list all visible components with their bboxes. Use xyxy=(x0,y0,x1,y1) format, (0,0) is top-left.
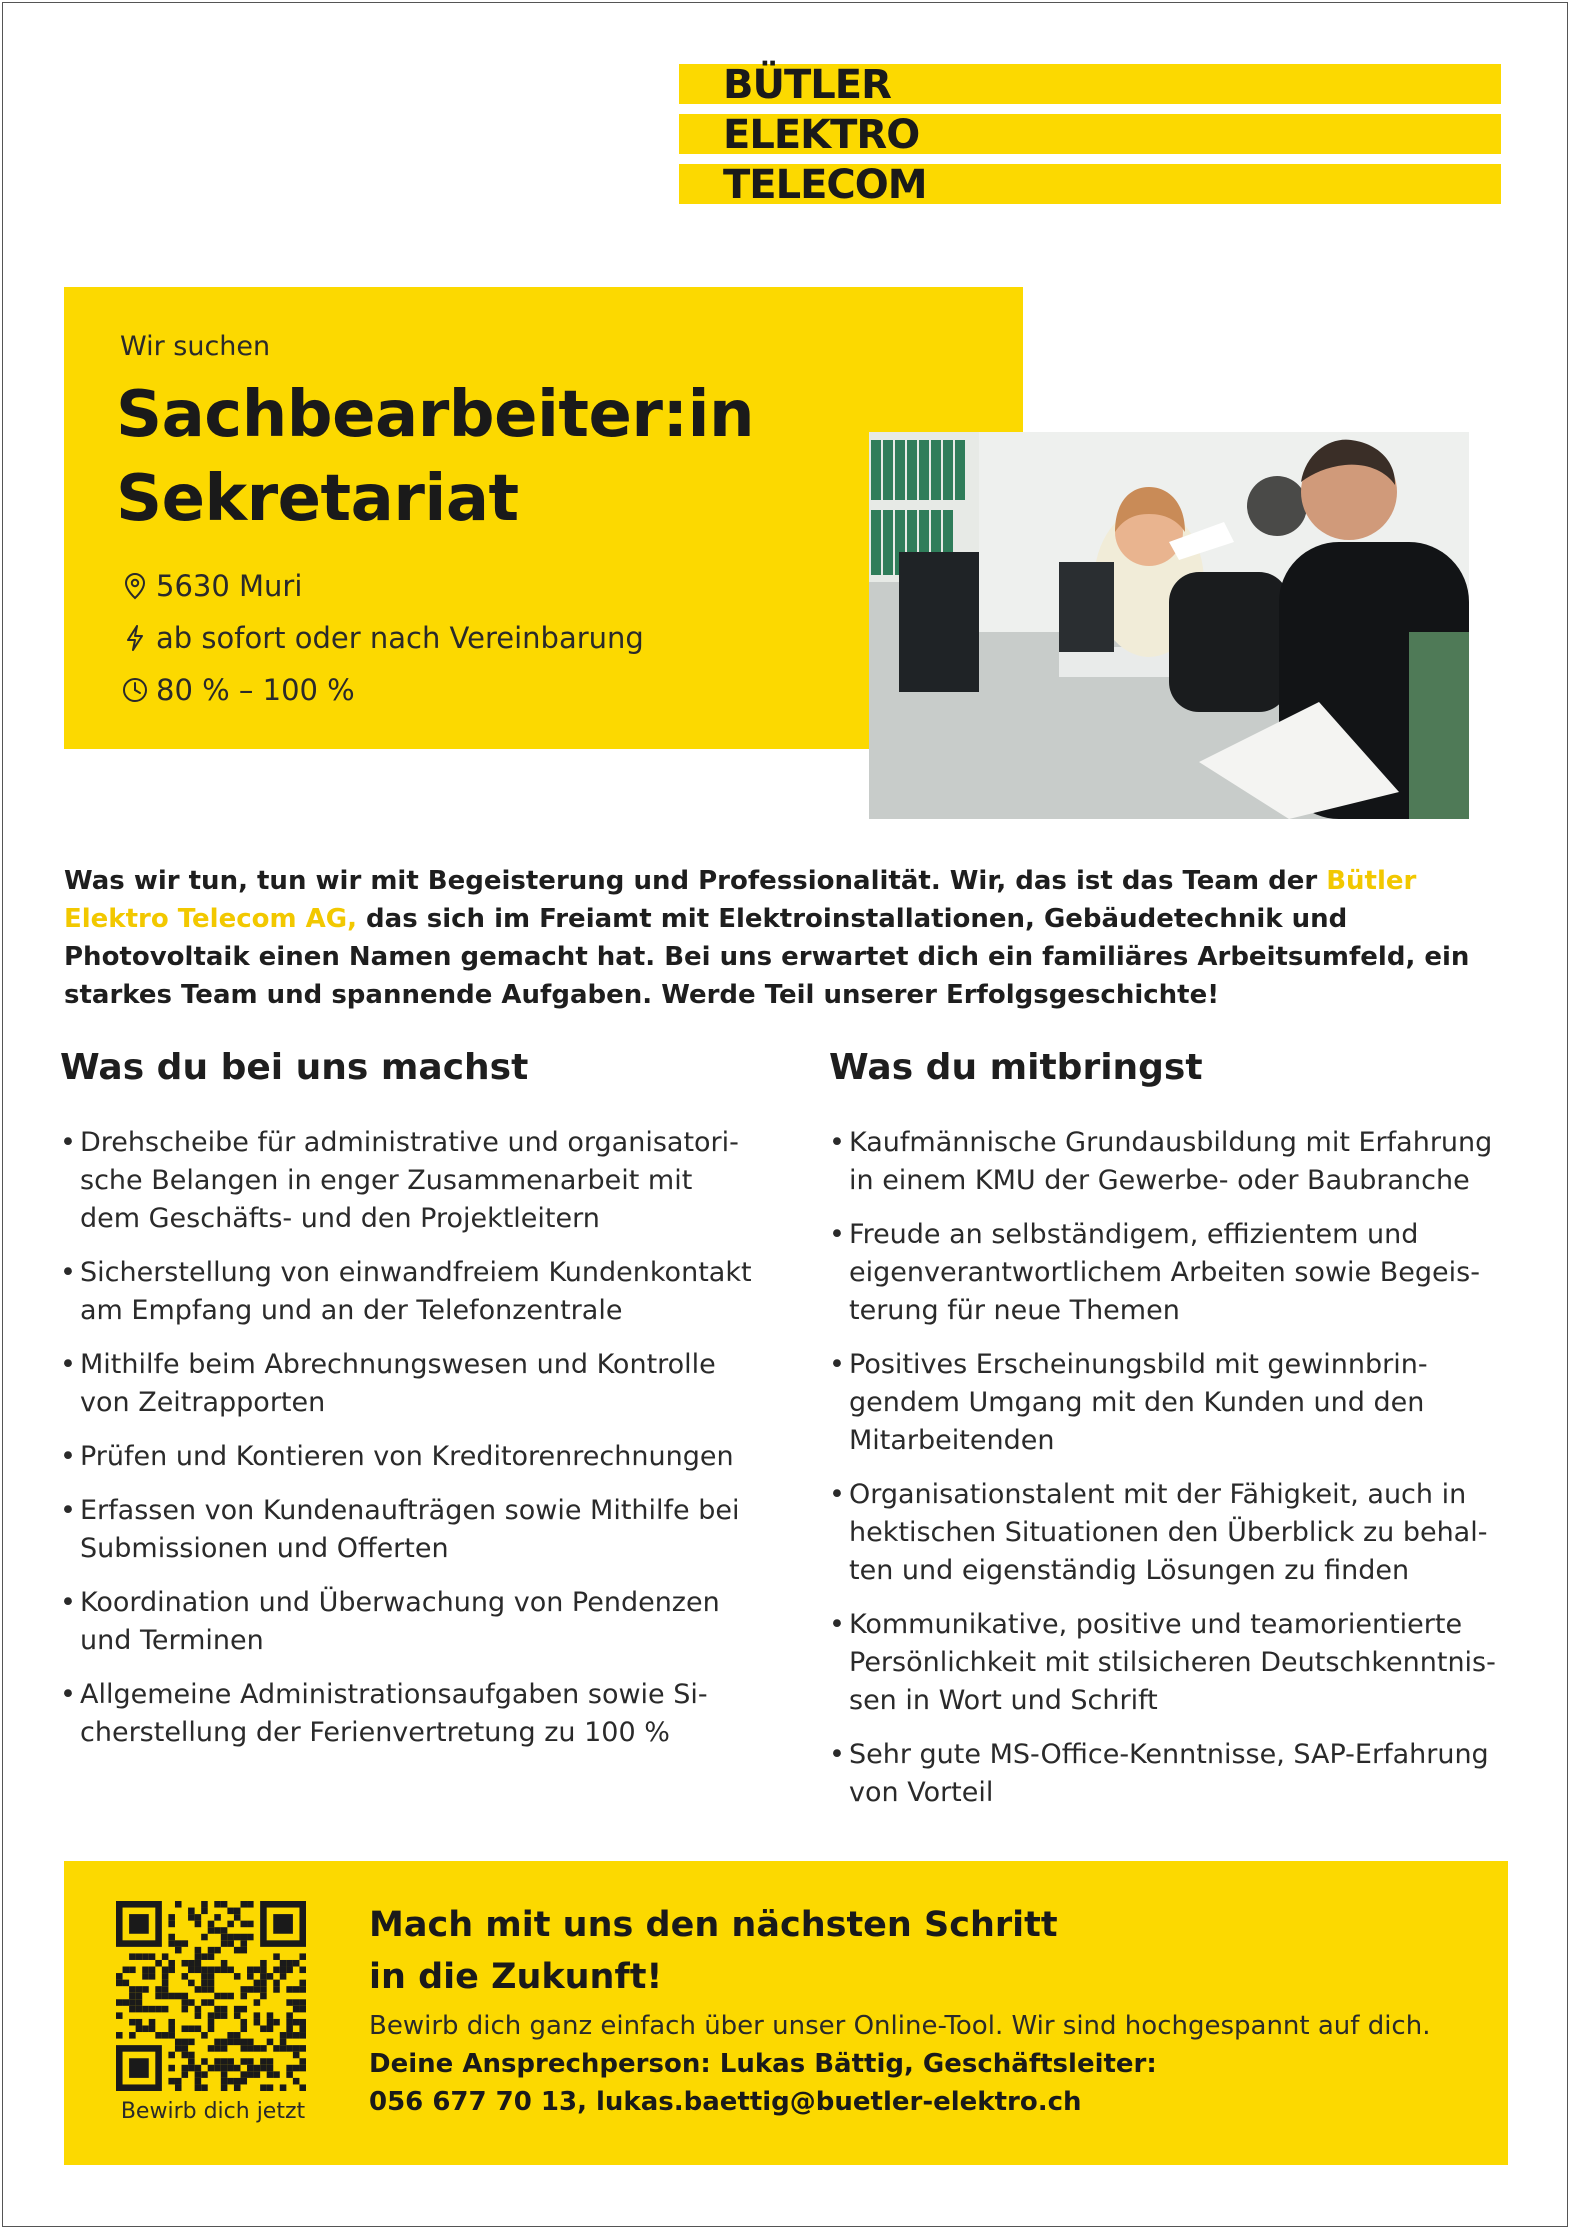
clock-icon xyxy=(120,675,150,705)
list-item: • Prüfen und Kontieren von Kreditorenrechnungen xyxy=(60,1438,760,1476)
contact-details[interactable]: 056 677 70 13, lukas.baettig@buetler-elektro.ch xyxy=(369,2087,1082,2117)
list-item: • Sehr gute MS-Office-Kenntnisse, SAP-Erfahrung von Vorteil xyxy=(829,1736,1519,1812)
office-team-photo xyxy=(869,432,1469,819)
intro-part-1: Was wir tun, tun wir mit Begeisterung und Professionalität. Wir, das ist das Team der xyxy=(64,866,1327,896)
job-location xyxy=(120,569,680,603)
job-workload xyxy=(120,673,680,707)
start-text: ab sofort oder nach Vereinbarung xyxy=(156,621,644,655)
list-item: • Drehscheibe für administrative und organisatorische Belangen in enger Zusammenarbeit mit dem Geschäfts- und den Projektleitern xyxy=(60,1124,760,1238)
company-intro xyxy=(64,862,1504,1014)
list-item: • Koordination und Überwachung von Pendenzen und Terminen xyxy=(60,1584,760,1660)
requirements-heading: Was du mitbringst xyxy=(829,1047,1203,1088)
list-item: • Allgemeine Administrationsaufgaben sowie Sicherstellung der Ferienvertretung zu 100 % xyxy=(60,1676,760,1752)
company-logo xyxy=(679,64,1501,214)
office-photo-illustration xyxy=(869,432,1469,819)
list-item: • Kaufmännische Grundausbildung mit Erfahrung in einem KMU der Gewerbe- oder Baubranche xyxy=(829,1124,1519,1200)
requirements-section xyxy=(829,1047,1519,1828)
logo-line-1: BÜTLER xyxy=(723,62,891,108)
job-title xyxy=(116,373,754,541)
contact-label: Deine Ansprechperson: Lukas Bättig, Geschäftsleiter: xyxy=(369,2049,1157,2079)
list-item: • Mithilfe beim Abrechnungswesen und Kontrolle von Zeitrapporten xyxy=(60,1346,760,1422)
logo-line-2: ELEKTRO xyxy=(723,112,920,158)
job-title-line-2: Sekretariat xyxy=(116,462,519,536)
logo-bar xyxy=(679,112,1501,158)
qr-code[interactable] xyxy=(116,1901,306,2091)
job-title-line-1: Sachbearbeiter:in xyxy=(116,378,755,452)
apply-text: Bewirb dich ganz einfach über unser Online-Tool. Wir sind hochgespannt auf dich. xyxy=(369,2011,1431,2041)
cta-line-2: in die Zukunft! xyxy=(369,1957,663,1997)
logo-line-3: TELECOM xyxy=(723,162,927,208)
job-start xyxy=(120,621,680,655)
cta-heading xyxy=(369,1899,1058,2003)
tasks-section xyxy=(60,1047,760,1768)
company-name-highlight: Bütler Elektro Telecom AG, xyxy=(64,866,1417,934)
apply-footer-box xyxy=(64,1861,1508,2165)
list-item: • Erfassen von Kundenaufträgen sowie Mithilfe bei Submissionen und Offerten xyxy=(60,1492,760,1568)
hero-kicker: Wir suchen xyxy=(120,331,271,362)
list-item: • Kommunikative, positive und teamorientierte Persönlichkeit mit stilsicheren Deutschkenntnissen in Wort und Schrift xyxy=(829,1606,1519,1720)
list-item: • Organisationstalent mit der Fähigkeit, auch in hektischen Situationen den Überblick zu behalten und eigenständig Lösungen zu finden xyxy=(829,1476,1519,1590)
list-item: • Positives Erscheinungsbild mit gewinnbringendem Umgang mit den Kunden und den Mitarbeitenden xyxy=(829,1346,1519,1460)
location-text: 5630 Muri xyxy=(156,569,303,603)
lightning-icon xyxy=(120,623,150,653)
workload-text: 80 % – 100 % xyxy=(156,673,355,707)
tasks-list xyxy=(60,1124,760,1752)
list-item: • Sicherstellung von einwandfreiem Kundenkontakt am Empfang und an der Telefonzentrale xyxy=(60,1254,760,1330)
cta-line-1: Mach mit uns den nächsten Schritt xyxy=(369,1905,1058,1945)
qr-caption: Bewirb dich jetzt xyxy=(120,2099,306,2124)
intro-part-2: das sich im Freiamt mit Elektroinstallationen, Gebäudetechnik und Photovoltaik einen Namen gemacht hat. Bei uns erwartet dich ein familiäres Arbeitsumfeld, ein starkes Team und spannende Aufgaben. Werde Teil unserer Erfolgsgeschichte! xyxy=(64,904,1470,1010)
logo-bar xyxy=(679,162,1501,208)
requirements-list xyxy=(829,1124,1519,1812)
tasks-heading: Was du bei uns machst xyxy=(60,1047,529,1088)
location-pin-icon xyxy=(120,571,150,601)
logo-bar xyxy=(679,62,1501,108)
list-item: • Freude an selbständigem, effizientem und eigenverantwortlichem Arbeiten sowie Begeisterung für neue Themen xyxy=(829,1216,1519,1330)
